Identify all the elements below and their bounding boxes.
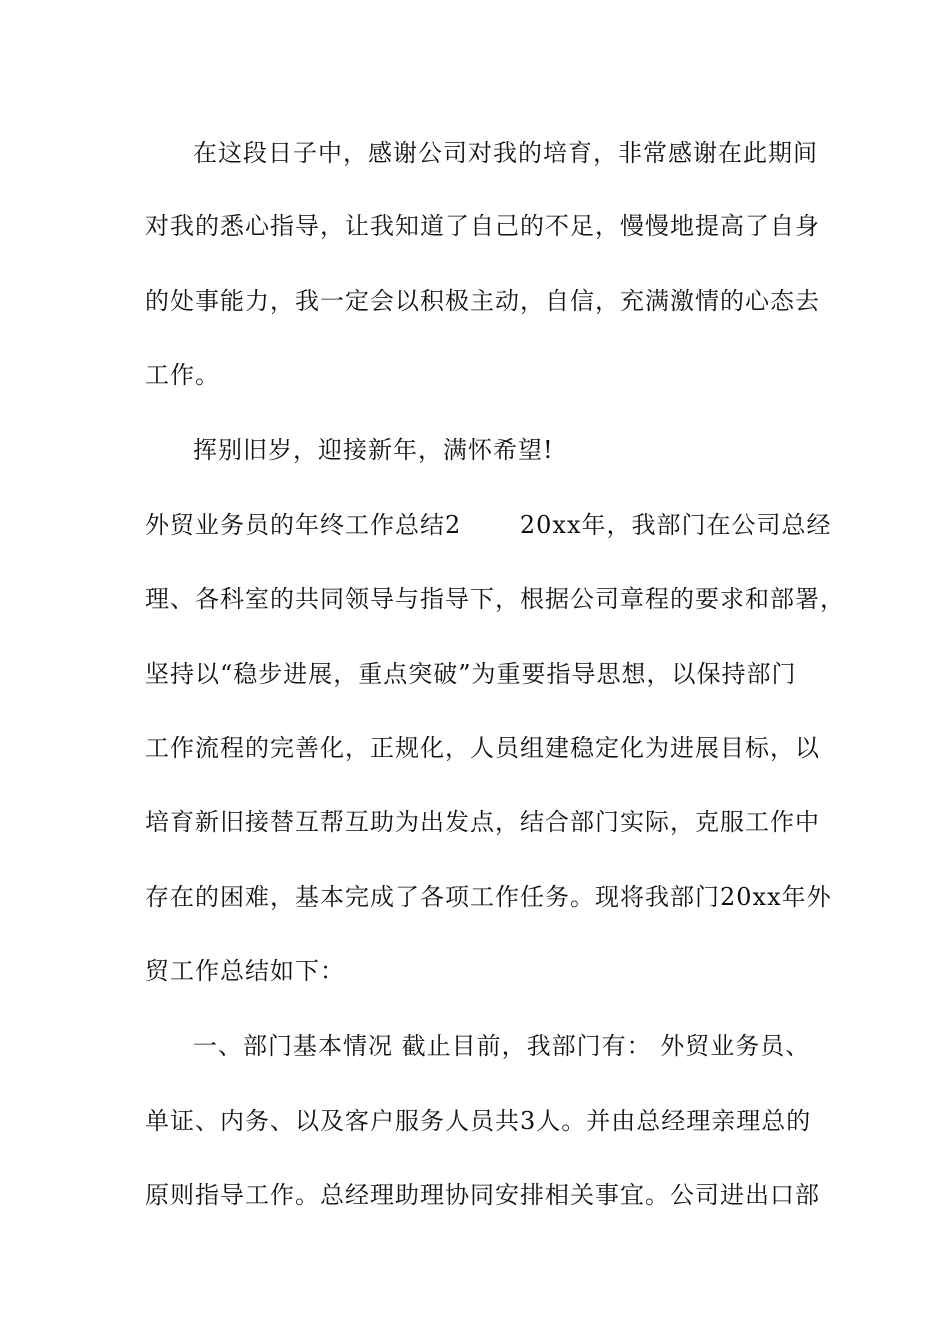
paragraph-line: 一、部门基本情况 截止目前，我部门有： 外贸业务员、 (193, 1032, 811, 1060)
paragraph-line: 挥别旧岁，迎接新年，满怀希望! (193, 436, 554, 464)
section-heading-line: 外贸业务员的年终工作总结2 20xx年，我部门在公司总经 (145, 511, 832, 539)
paragraph-line: 坚持以“稳步进展，重点突破”为重要指导思想，以保持部门 (145, 660, 797, 688)
paragraph-line: 贸工作总结如下： (145, 957, 345, 985)
paragraph-line: 理、各科室的共同领导与指导下，根据公司章程的要求和部署， (145, 585, 845, 613)
paragraph-line: 在这段日子中，感谢公司对我的培育，非常感谢在此期间 (193, 139, 818, 167)
paragraph-line: 工作。 (145, 361, 220, 389)
paragraph-line: 对我的悉心指导，让我知道了自己的不足，慢慢地提高了自身 (145, 212, 820, 240)
paragraph-line: 单证、内务、以及客户服务人员共3人。并由总经理亲理总的 (145, 1107, 812, 1135)
paragraph-line: 的处事能力，我一定会以积极主动，自信，充满激情的心态去 (145, 287, 820, 315)
paragraph-line: 原则指导工作。总经理助理协同安排相关事宜。公司进出口部 (145, 1181, 820, 1209)
paragraph-line: 工作流程的完善化，正规化，人员组建稳定化为进展目标，以 (145, 734, 820, 762)
paragraph-line: 存在的困难，基本完成了各项工作任务。现将我部门20xx年外 (145, 883, 832, 911)
paragraph-line: 培育新旧接替互帮互助为出发点，结合部门实际，克服工作中 (145, 808, 820, 836)
